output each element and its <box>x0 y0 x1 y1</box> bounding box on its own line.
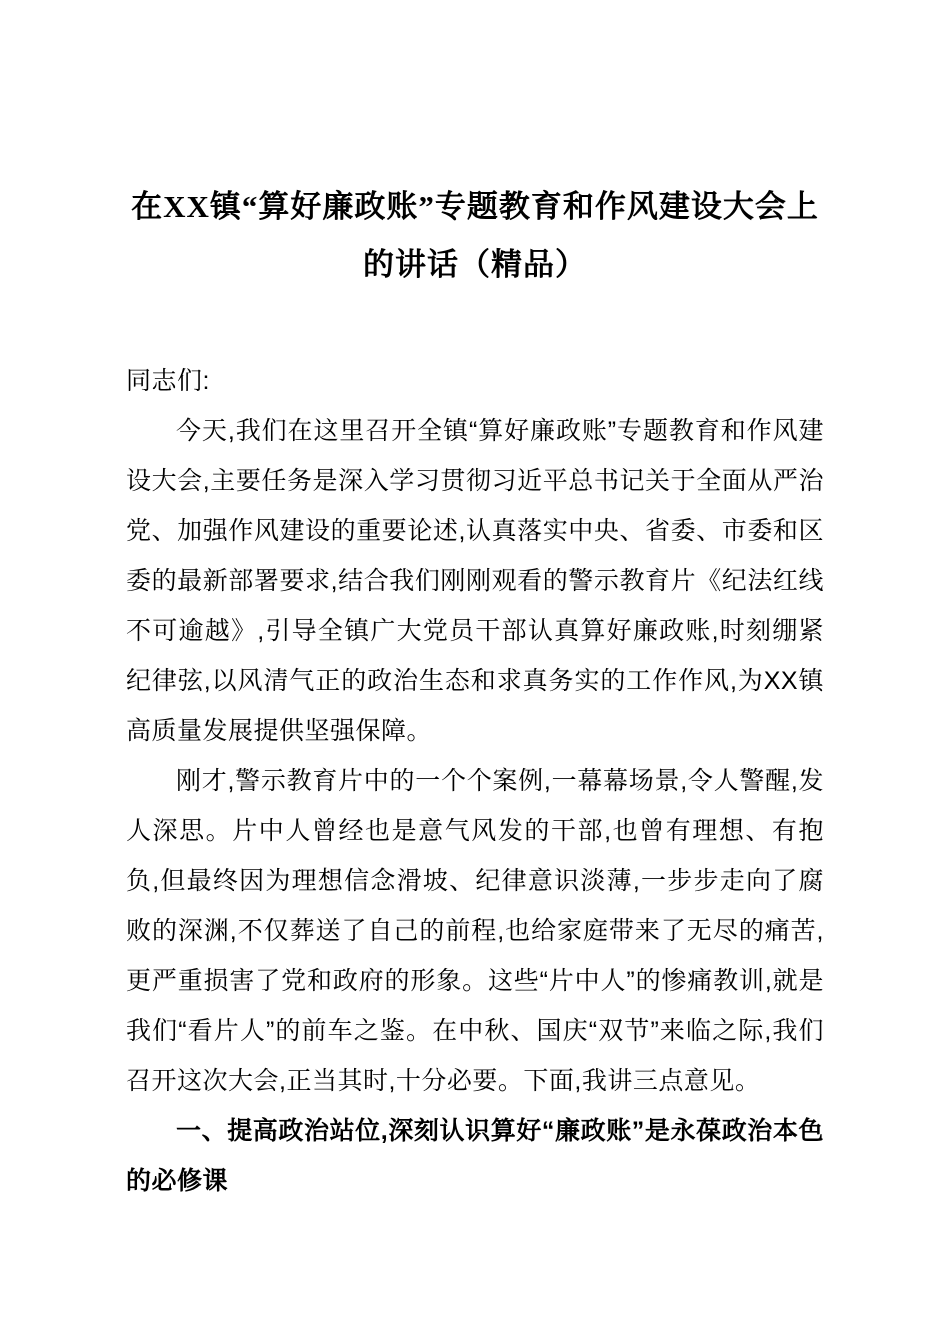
paragraph: 同志们: <box>126 367 210 395</box>
paragraph: 一、提高政治站位,深刻认识算好“廉政账”是永葆政治本色的必修课 <box>126 1117 824 1195</box>
document-body <box>126 356 824 1206</box>
paragraph: 刚才,警示教育片中的一个个案例,一幕幕场景,令人警醒,发人深思。片中人曾经也是意气风发的干部,也曾有理想、有抱负,但最终因为理想信念滑坡、纪律意识淡薄,一步步走向了腐败的深渊,不仅葬送了自己的前程,也给家庭带来了无尽的痛苦,更严重损害了党和政府的形象。这些“片中人”的惨痛教训,就是我们“看片人”的前车之鉴。在中秋、国庆“双节”来临之际,我们召开这次大会,正当其时,十分必要。下面,我讲三点意见。 <box>126 767 824 1095</box>
paragraph: 今天,我们在这里召开全镇“算好廉政账”专题教育和作风建设大会,主要任务是深入学习贯彻习近平总书记关于全面从严治党、加强作风建设的重要论述,认真落实中央、省委、市委和区委的最新部署要求,结合我们刚刚观看的警示教育片《纪法红线不可逾越》,引导全镇广大党员干部认真算好廉政账,时刻绷紧纪律弦,以风清气正的政治生态和求真务实的工作作风,为XX镇高质量发展提供坚强保障。 <box>126 417 824 745</box>
document-title: 在XX镇“算好廉政账”专题教育和作风建设大会上的讲话（精品） <box>131 189 819 282</box>
